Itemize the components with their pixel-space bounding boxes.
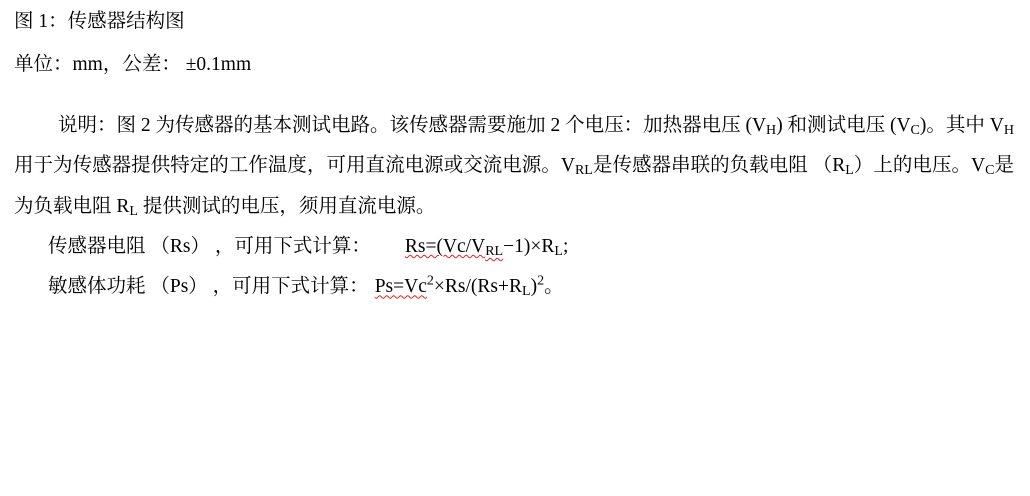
formula-ps-expr-part-2: ×Rs/(Rs+R xyxy=(433,276,522,298)
formula-ps-superscript-2b: 2 xyxy=(537,273,545,290)
formula-rs-expression xyxy=(404,236,569,260)
figure-caption: 图 1：传感器结构图 xyxy=(14,11,185,32)
formula-ps-superscript-2: 2 xyxy=(426,273,434,290)
subscript-h-2: H xyxy=(1003,122,1014,139)
formula-ps-subscript-l: L xyxy=(521,283,531,300)
formula-ps-expr-part-3: ) xyxy=(530,276,538,298)
paragraph-seg-7: 是为负载电阻 R xyxy=(14,155,1014,217)
formula-rs-label: 传感器电阻 （Rs） ，可用下式计算： xyxy=(48,236,371,258)
formula-ps-label: 敏感体功耗 （Ps） ，可用下式计算： xyxy=(48,276,369,298)
paragraph-seg-1: 说明：图 2 为传感器的基本测试电路。该传感器需要施加 2 个电压：加热器电压 (V xyxy=(58,115,767,136)
paragraph-seg-2: ) 和测试电压 (V xyxy=(776,115,911,136)
formula-rs-expr-part-3: ; xyxy=(562,236,569,258)
formula-ps-expression xyxy=(374,273,564,300)
formula-rs-line xyxy=(14,227,1014,267)
units-note: 单位：mm，公差： ±0.1mm xyxy=(14,54,252,75)
paragraph-seg-6: ）上的电压。V xyxy=(853,155,986,177)
formula-ps-line xyxy=(14,267,1014,307)
subscript-c-1: C xyxy=(910,122,920,139)
paragraph-seg-8: 提供测试的电压，须用直流电源。 xyxy=(137,195,436,217)
formula-ps-expr-part-4: 。 xyxy=(544,276,564,298)
explanation-paragraph xyxy=(14,106,1014,227)
subscript-l-1: L xyxy=(845,162,854,179)
formula-rs-expr-part-2: −1)×R xyxy=(503,236,555,258)
subscript-h-1: H xyxy=(766,122,777,139)
subscript-l-2: L xyxy=(129,202,138,219)
formula-rs-expr-part-1: Rs=(Vc/V xyxy=(404,236,486,258)
paragraph-seg-4: 用于为传感器提供特定的工作温度，可用直流电源或交流电源。V xyxy=(14,155,575,177)
formula-ps-expr-part-1: Ps=Vc xyxy=(374,276,427,298)
formula-rs-subscript-rl: RL xyxy=(485,243,504,260)
subscript-rl-1: RL xyxy=(574,162,593,179)
paragraph-seg-3: )。其中 V xyxy=(919,115,1004,136)
formula-rs-subscript-l: L xyxy=(554,243,563,260)
paragraph-seg-5: 是传感器串联的负载电阻 （R xyxy=(592,155,846,177)
body-text-block xyxy=(14,106,1014,308)
subscript-c-2: C xyxy=(985,162,995,179)
